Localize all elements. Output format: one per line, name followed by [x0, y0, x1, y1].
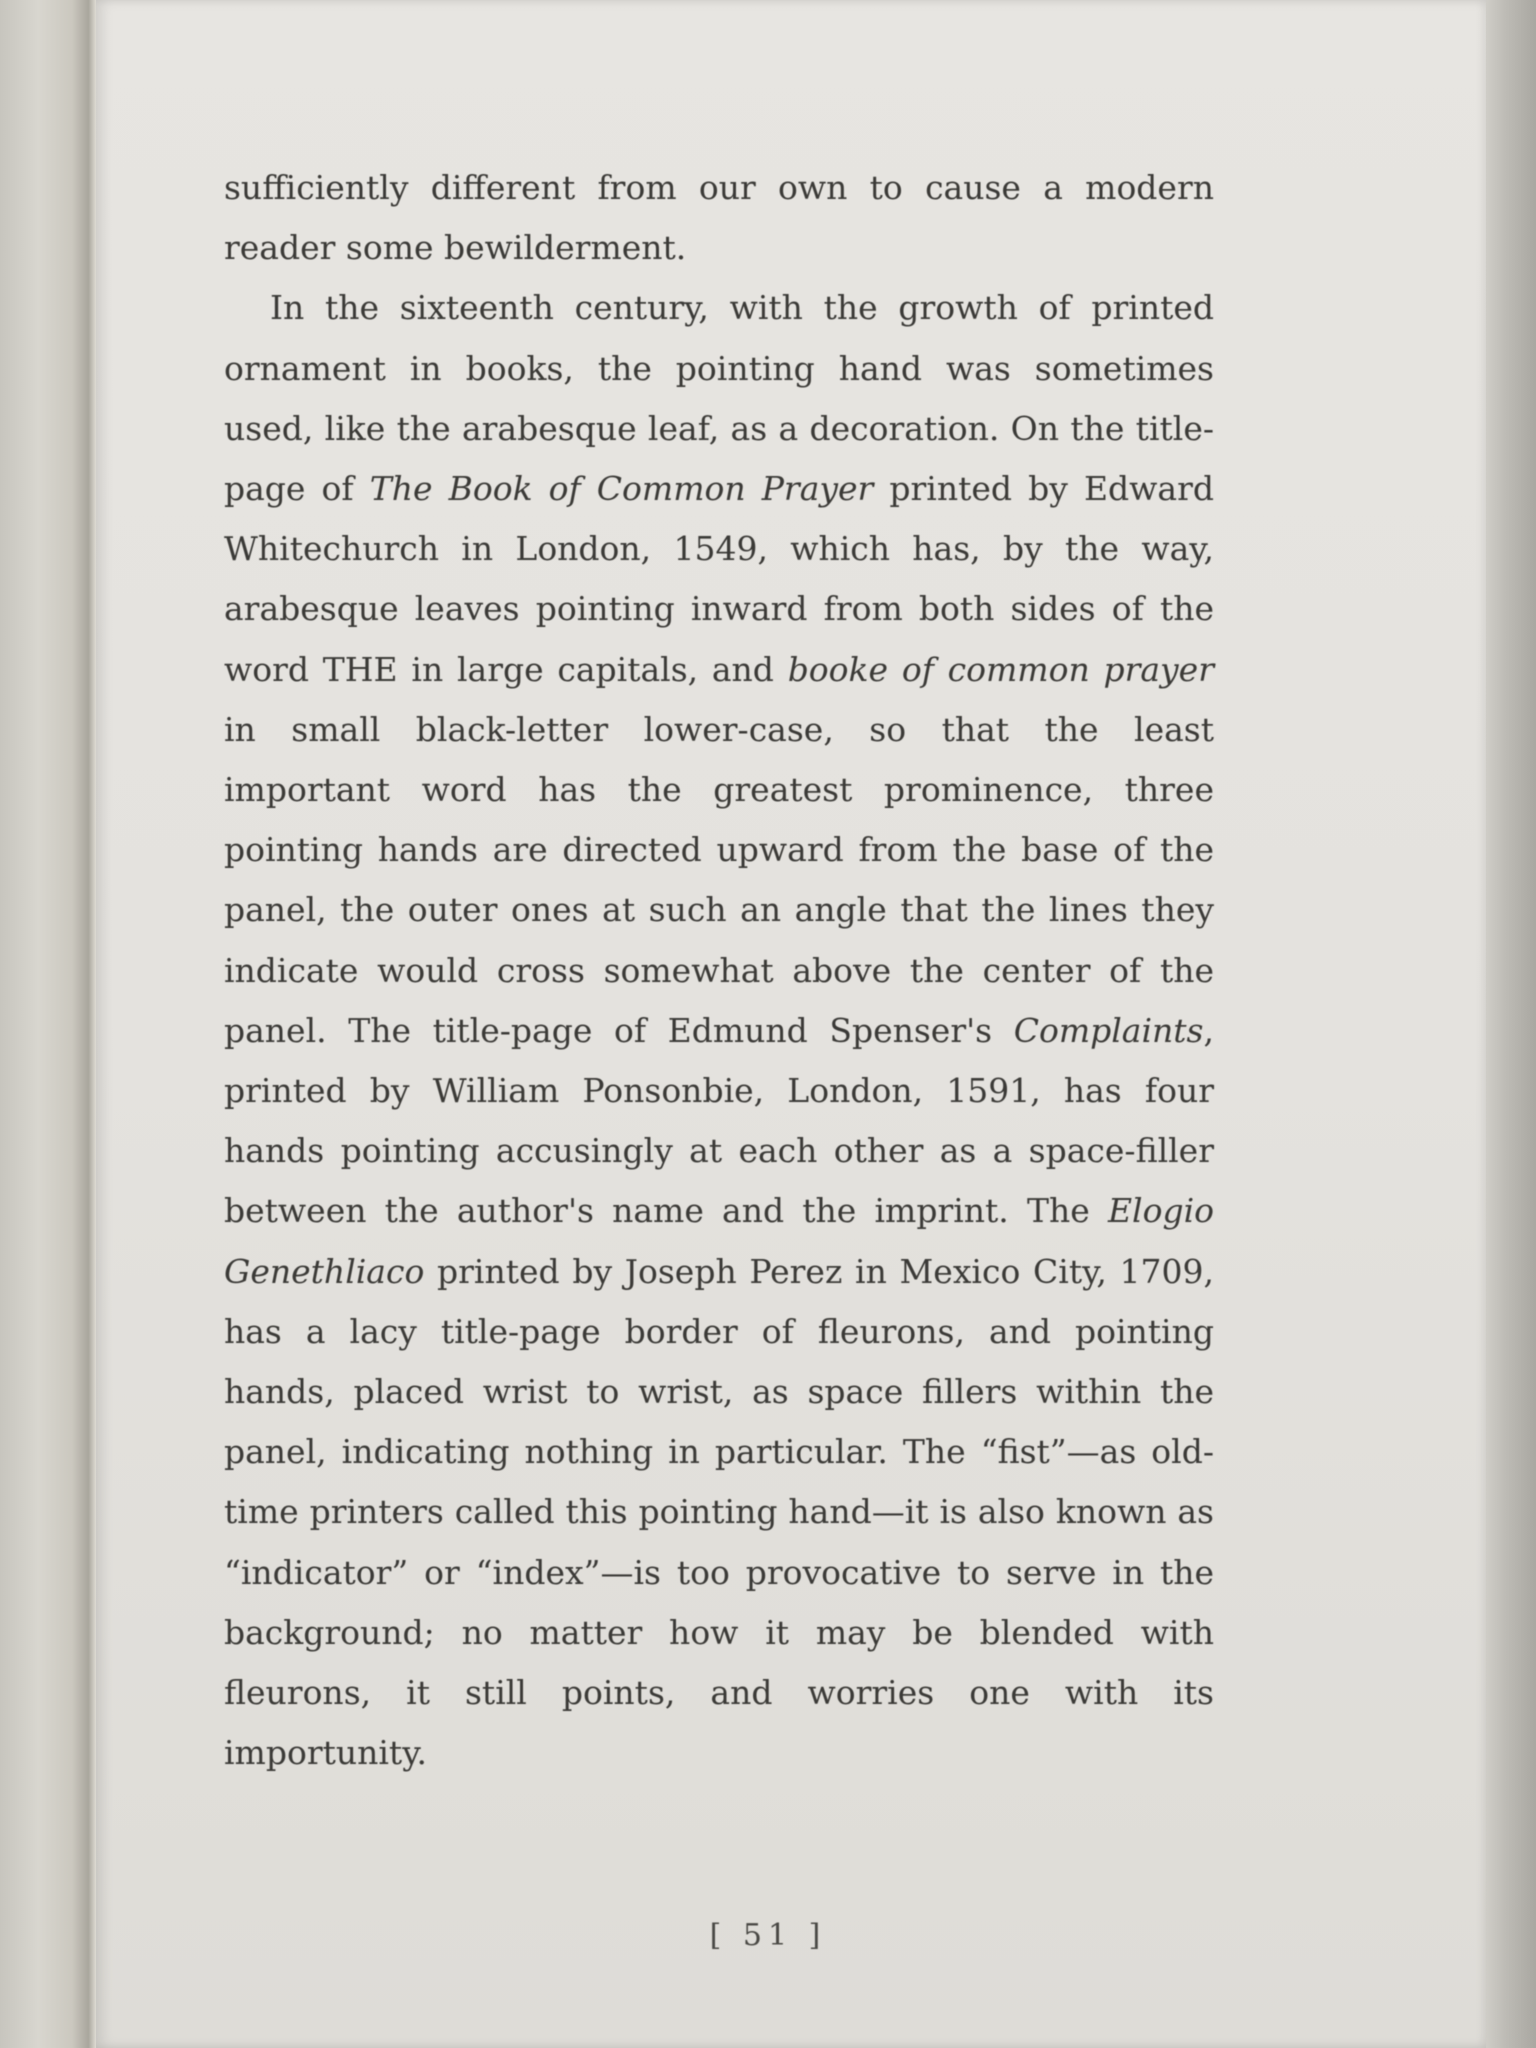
paragraph-1: [224, 158, 1214, 278]
body-text-run: printed by Edward Whitechurch in London, 1549, which has, by the way, arabesque leaves pointing inward from both sides of the word THE in large capitals, and: [224, 469, 1214, 689]
italic-title-text: Elogio Genethliaco: [224, 1191, 1214, 1291]
italic-title-text: booke of common prayer: [787, 649, 1214, 689]
body-text-run: In the sixteenth century, with the growth of printed ornament in books, the pointing hand was sometimes used, like the arabesque leaf, as a decoration. On the title-page of: [224, 288, 1214, 509]
body-text-run: , printed by William Ponsonbie, London, 1591, has four hands pointing accusingly at each other as a space-filler between the author's name and the imprint. The: [224, 1010, 1214, 1231]
book-binding-edge: [0, 0, 96, 2048]
body-text: [224, 158, 1214, 1783]
page-stack-edge: [1486, 0, 1536, 2048]
body-text-run: sufficiently different from our own to cause a modern reader some bewilderment.: [224, 168, 1214, 268]
body-text-run: in small black-letter lower-case, so that the least important word has the greatest prominence, three pointing hands are directed upward from the base of the panel, the outer ones at such an angle that the lines they indicate would cross somewhat above the center of the panel. The title-page of Edmund Spenser's: [224, 709, 1214, 1050]
italic-title-text: The Book of Common Prayer: [369, 469, 874, 509]
paragraph-2: [224, 278, 1214, 1783]
page-number: [ 51 ]: [709, 1918, 827, 1953]
italic-title-text: Complaints: [1013, 1010, 1204, 1050]
body-text-run: printed by Joseph Perez in Mexico City, 1709, has a lacy title-page border of fleurons, and pointing hands, placed wrist to wrist, as space fillers within the panel, indicating nothing in particular. The “fist”—as old-time printers called this pointing hand—it is also known as “indicator” or “index”—is too provocative to serve in the background; no matter how it may be blended with fleurons, it still points, and worries one with its importunity.: [224, 1251, 1214, 1773]
